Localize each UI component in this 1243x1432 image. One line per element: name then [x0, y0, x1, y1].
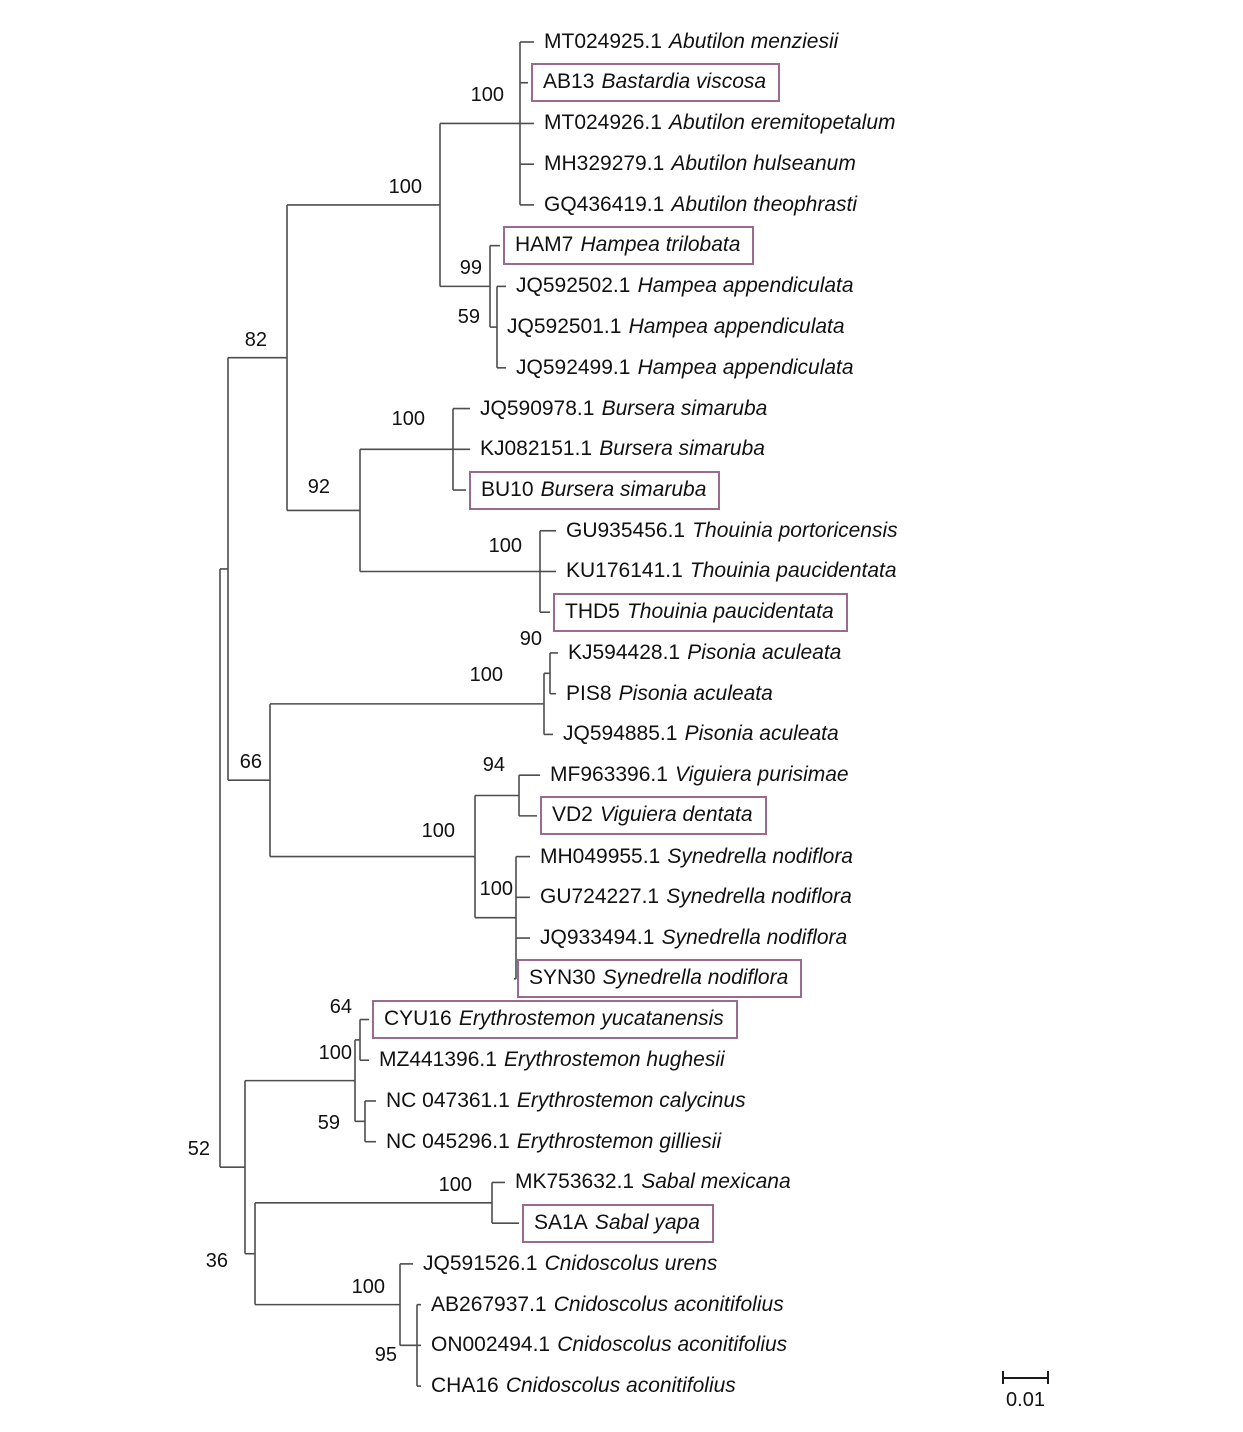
taxon-label [507, 313, 845, 341]
bootstrap-value: 99 [459, 257, 482, 280]
bootstrap-value: 100 [351, 1275, 385, 1298]
bootstrap-value: 100 [421, 819, 455, 842]
species-name: Thouinia paucidentata [689, 559, 897, 583]
taxon-label [563, 720, 839, 748]
species-name: Erythrostemon gilliesii [516, 1129, 722, 1153]
accession-id: JQ592499.1 [516, 355, 631, 379]
accession-id: AB267937.1 [431, 1292, 547, 1316]
accession-id: HAM7 [515, 233, 574, 257]
species-name: Bursera simaruba [540, 477, 707, 501]
accession-id: SA1A [534, 1210, 588, 1234]
taxon-label-highlighted [469, 471, 720, 510]
accession-id: KJ082151.1 [480, 437, 593, 461]
bootstrap-value: 94 [482, 753, 505, 776]
species-name: Cnidoscolus urens [544, 1251, 718, 1275]
species-name: Sabal yapa [594, 1210, 700, 1234]
taxon-label [544, 191, 857, 219]
bootstrap-value: 36 [205, 1249, 228, 1272]
species-name: Pisonia aculeata [687, 640, 842, 664]
bootstrap-value: 100 [488, 535, 522, 558]
species-name: Bursera simaruba [599, 437, 765, 461]
accession-id: AB13 [543, 70, 595, 94]
taxon-label [540, 924, 847, 952]
species-name: Hampea trilobata [580, 233, 741, 257]
species-name: Erythrostemon calycinus [516, 1088, 746, 1112]
accession-id: JQ933494.1 [540, 926, 655, 950]
species-name: Bursera simaruba [601, 396, 768, 420]
bootstrap-value: 100 [469, 663, 503, 686]
accession-id: CYU16 [384, 1007, 452, 1031]
bootstrap-value: 100 [479, 877, 513, 900]
taxon-label [566, 517, 898, 545]
species-name: Erythrostemon hughesii [504, 1048, 725, 1072]
species-name: Synedrella nodiflora [666, 885, 852, 909]
accession-id: VD2 [552, 803, 593, 827]
bootstrap-value: 90 [519, 628, 542, 651]
species-name: Viguiera dentata [599, 803, 753, 827]
species-name: Hampea appendiculata [628, 315, 845, 339]
taxon-label [379, 1046, 725, 1074]
accession-id: MH049955.1 [540, 844, 661, 868]
bootstrap-value: 82 [244, 328, 267, 351]
taxon-label [568, 639, 841, 667]
taxon-label [566, 680, 773, 708]
accession-id: MZ441396.1 [379, 1048, 497, 1072]
taxon-label [540, 883, 852, 911]
bootstrap-value: 66 [239, 751, 262, 774]
species-name: Sabal mexicana [641, 1170, 791, 1194]
species-name: Abutilon eremitopetalum [669, 111, 896, 135]
accession-id: NC 047361.1 [386, 1088, 510, 1112]
scale-bar-label: 0.01 [1006, 1389, 1045, 1411]
accession-id: MT024925.1 [544, 30, 662, 53]
accession-id: JQ592501.1 [507, 315, 622, 339]
species-name: Synedrella nodiflora [667, 844, 853, 868]
bootstrap-value: 92 [307, 476, 330, 499]
taxon-label [550, 761, 849, 789]
accession-id: JQ591526.1 [423, 1251, 538, 1275]
taxon-label-highlighted [372, 1000, 738, 1039]
accession-id: PIS8 [566, 681, 612, 705]
bootstrap-value: 100 [470, 84, 504, 107]
taxon-label [480, 395, 767, 423]
species-name: Cnidoscolus aconitifolius [553, 1292, 784, 1316]
accession-id: THD5 [565, 599, 620, 623]
taxon-label [431, 1291, 784, 1319]
bootstrap-value: 100 [438, 1173, 472, 1196]
accession-id: SYN30 [529, 966, 596, 990]
taxon-label [544, 28, 838, 56]
species-name: Synedrella nodiflora [602, 966, 789, 990]
bootstrap-value: 100 [388, 175, 422, 198]
taxon-label-highlighted [522, 1204, 714, 1243]
accession-id: MK753632.1 [515, 1170, 635, 1194]
taxon-label-highlighted [531, 63, 780, 102]
species-name: Synedrella nodiflora [661, 926, 848, 950]
accession-id: GU935456.1 [566, 518, 686, 542]
accession-id: GU724227.1 [540, 885, 660, 909]
taxon-label-highlighted [517, 959, 802, 998]
taxon-label [480, 435, 765, 463]
species-name: Abutilon menziesii [669, 30, 839, 53]
species-name: Viguiera purisimae [675, 763, 849, 787]
taxon-label [386, 1087, 746, 1115]
accession-id: MF963396.1 [550, 763, 668, 787]
accession-id: MT024926.1 [544, 111, 662, 135]
accession-id: KU176141.1 [566, 559, 683, 583]
taxon-label [540, 843, 853, 871]
accession-id: ON002494.1 [431, 1333, 551, 1357]
species-name: Thouinia portoricensis [692, 518, 898, 542]
taxon-label-highlighted [553, 593, 848, 632]
bootstrap-value: 100 [391, 408, 425, 431]
species-name: Hampea appendiculata [637, 355, 854, 379]
species-name: Hampea appendiculata [637, 274, 854, 298]
bootstrap-value: 59 [457, 306, 480, 329]
taxon-label [386, 1128, 721, 1156]
bootstrap-value: 64 [329, 995, 352, 1018]
accession-id: NC 045296.1 [386, 1129, 510, 1153]
species-name: Bastardia viscosa [601, 70, 767, 94]
bootstrap-value: 100 [318, 1041, 352, 1064]
taxon-label [544, 109, 896, 137]
taxon-label [423, 1250, 717, 1278]
accession-id: KJ594428.1 [568, 640, 681, 664]
taxon-label [516, 272, 854, 300]
species-name: Pisonia aculeata [618, 681, 773, 705]
species-name: Erythrostemon yucatanensis [458, 1007, 724, 1031]
species-name: Pisonia aculeata [684, 722, 839, 746]
taxon-label [431, 1372, 736, 1400]
species-name: Abutilon hulseanum [671, 152, 856, 176]
taxon-label [566, 557, 897, 585]
taxon-label [544, 150, 856, 178]
taxon-label-highlighted [503, 226, 754, 265]
taxon-label [431, 1331, 787, 1359]
accession-id: JQ594885.1 [563, 722, 678, 746]
species-name: Cnidoscolus aconitifolius [557, 1333, 788, 1357]
bootstrap-value: 59 [317, 1112, 340, 1135]
taxon-label [515, 1168, 791, 1196]
accession-id: GQ436419.1 [544, 192, 665, 216]
accession-id: BU10 [481, 477, 534, 501]
bootstrap-value: 52 [187, 1138, 210, 1161]
taxon-label-highlighted [540, 796, 767, 835]
taxon-label [516, 354, 854, 382]
species-name: Thouinia paucidentata [626, 599, 834, 623]
species-name: Cnidoscolus aconitifolius [505, 1374, 736, 1398]
accession-id: MH329279.1 [544, 152, 665, 176]
species-name: Abutilon theophrasti [671, 192, 858, 216]
accession-id: JQ592502.1 [516, 274, 631, 298]
bootstrap-value: 95 [374, 1344, 397, 1367]
accession-id: CHA16 [431, 1374, 499, 1398]
accession-id: JQ590978.1 [480, 396, 595, 420]
